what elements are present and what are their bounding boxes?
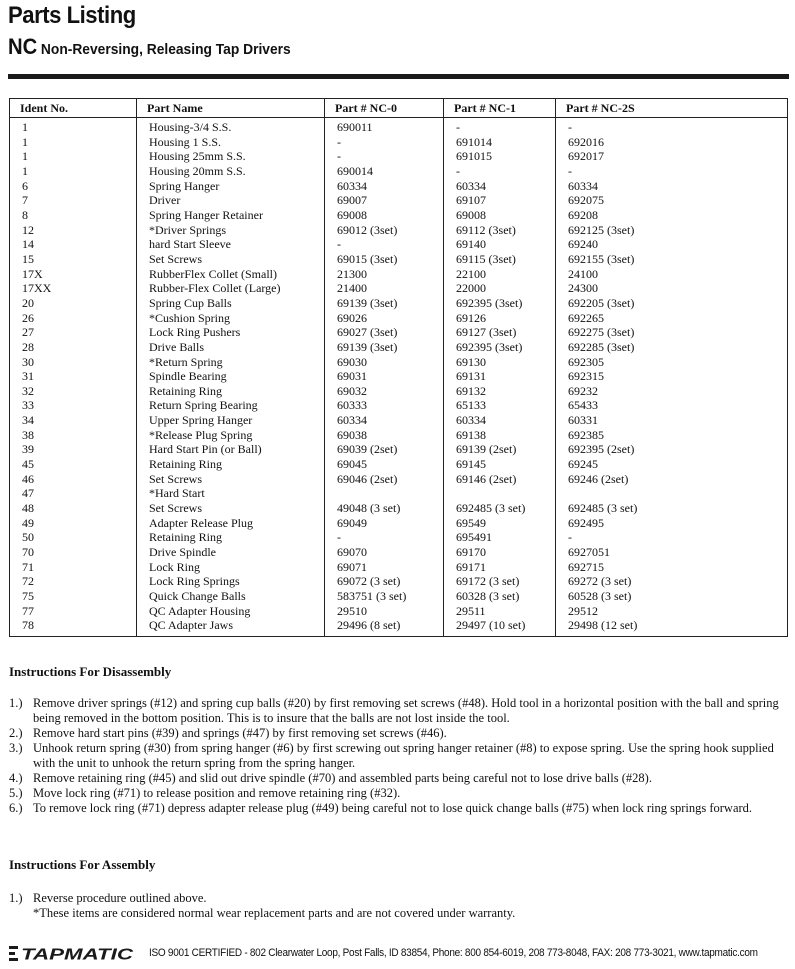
table-row <box>10 312 788 327</box>
ident-no-cell: 8 <box>22 207 28 222</box>
instruction-step <box>9 891 791 906</box>
part-nc0-cell: 69039 (2set) <box>325 443 444 458</box>
part-nc0-cell: 29496 (8 set) <box>325 619 444 636</box>
part-nc2s-cell: 69208 <box>556 209 788 224</box>
part-nc2s-cell: 692385 <box>556 429 788 444</box>
table-row <box>10 224 788 239</box>
table-row <box>10 429 788 444</box>
table-row <box>10 502 788 517</box>
part-nc2s-cell: 692305 <box>556 356 788 371</box>
instruction-step <box>9 696 791 726</box>
ident-no-cell: 26 <box>22 310 34 325</box>
part-nc1-cell: - <box>444 118 556 136</box>
table-row <box>10 253 788 268</box>
part-name-cell: *Cushion Spring <box>137 312 325 327</box>
part-nc1-cell: 695491 <box>444 531 556 546</box>
part-nc0-cell: 69008 <box>325 209 444 224</box>
part-nc2s-cell: 692275 (3set) <box>556 326 788 341</box>
part-nc0-cell: 60334 <box>325 180 444 195</box>
part-nc2s-cell: 692075 <box>556 194 788 209</box>
part-nc2s-cell: 60528 (3 set) <box>556 590 788 605</box>
table-row <box>10 458 788 473</box>
part-nc1-cell: 69112 (3set) <box>444 224 556 239</box>
table-row <box>10 268 788 283</box>
ident-no-cell: 49 <box>22 515 34 530</box>
step-text: Move lock ring (#71) to release position and remove retaining ring (#32). <box>33 786 401 800</box>
part-name-cell: Retaining Ring <box>137 385 325 400</box>
column-header: Ident No. <box>10 99 137 118</box>
part-nc1-cell: 69132 <box>444 385 556 400</box>
part-name-cell: RubberFlex Collet (Small) <box>137 268 325 283</box>
part-name-cell: Spring Hanger Retainer <box>137 209 325 224</box>
page-subtitle <box>8 34 291 60</box>
part-nc2s-cell: 29498 (12 set) <box>556 619 788 636</box>
table-row <box>10 575 788 590</box>
part-nc2s-cell: 29512 <box>556 605 788 620</box>
part-nc0-cell: 69032 <box>325 385 444 400</box>
part-nc1-cell: 69138 <box>444 429 556 444</box>
step-number: 6.) <box>9 801 23 815</box>
part-name-cell: QC Adapter Housing <box>137 605 325 620</box>
part-nc0-cell: 69049 <box>325 517 444 532</box>
ident-no-cell: 28 <box>22 339 34 354</box>
part-nc2s-cell: - <box>556 531 788 546</box>
ident-no-cell: 70 <box>22 545 34 560</box>
part-nc0-cell: - <box>325 136 444 151</box>
part-name-cell: Spindle Bearing <box>137 370 325 385</box>
part-name-cell: Set Screws <box>137 253 325 268</box>
ident-no-cell: 14 <box>22 237 34 252</box>
part-nc2s-cell: 69232 <box>556 385 788 400</box>
ident-no-cell: 77 <box>22 603 34 618</box>
step-number: 5.) <box>9 786 23 800</box>
part-nc2s-cell: 692285 (3set) <box>556 341 788 356</box>
part-name-cell: *Return Spring <box>137 356 325 371</box>
ident-no-cell: 32 <box>22 383 34 398</box>
part-nc0-cell: 690011 <box>325 118 444 136</box>
ident-no-cell: 20 <box>22 295 34 310</box>
step-number: 1.) <box>9 696 23 710</box>
part-name-cell: *Hard Start <box>137 487 325 502</box>
part-nc0-cell: 21400 <box>325 282 444 297</box>
part-nc0-cell: 69046 (2set) <box>325 473 444 488</box>
part-nc1-cell: 69172 (3 set) <box>444 575 556 590</box>
model-code: NC <box>8 34 38 59</box>
ident-no-cell: 7 <box>22 193 28 208</box>
part-nc1-cell: 69549 <box>444 517 556 532</box>
part-nc2s-cell: 692016 <box>556 136 788 151</box>
part-name-cell: Set Screws <box>137 502 325 517</box>
part-nc1-cell: 692395 (3set) <box>444 341 556 356</box>
part-nc0-cell: 21300 <box>325 268 444 283</box>
part-nc2s-cell: 692265 <box>556 312 788 327</box>
part-nc1-cell: 69170 <box>444 546 556 561</box>
part-name-cell: QC Adapter Jaws <box>137 619 325 636</box>
part-nc0-cell: 60334 <box>325 414 444 429</box>
part-nc2s-cell: 692715 <box>556 561 788 576</box>
part-nc0-cell: 69139 (3set) <box>325 297 444 312</box>
part-name-cell: Spring Hanger <box>137 180 325 195</box>
part-nc1-cell: 60334 <box>444 180 556 195</box>
ident-no-cell: 48 <box>22 501 34 516</box>
instruction-step <box>9 726 791 741</box>
table-row <box>10 605 788 620</box>
part-nc1-cell: 691015 <box>444 150 556 165</box>
ident-no-cell: 72 <box>22 574 34 589</box>
step-text: Remove driver springs (#12) and spring cup balls (#20) by first removing set screws (#48). Hold tool in a horizontal position with the ball and spring being removed in the bottom position. This is to insure that the balls are not lost inside the tool. <box>33 696 779 725</box>
ident-no-cell: 39 <box>22 442 34 457</box>
table-row <box>10 473 788 488</box>
part-name-cell: Housing-3/4 S.S. <box>137 118 325 136</box>
model-description: Non-Reversing, Releasing Tap Drivers <box>40 41 291 58</box>
step-text: Remove hard start pins (#39) and springs (#47) by first removing set screws (#46). <box>33 726 447 740</box>
part-nc0-cell: 69030 <box>325 356 444 371</box>
part-nc1-cell: 29511 <box>444 605 556 620</box>
table-row <box>10 297 788 312</box>
table-row <box>10 341 788 356</box>
part-nc2s-cell: 692155 (3set) <box>556 253 788 268</box>
ident-no-cell: 46 <box>22 471 34 486</box>
part-nc2s-cell: 692017 <box>556 150 788 165</box>
part-nc1-cell: 60334 <box>444 414 556 429</box>
part-nc1-cell: 69107 <box>444 194 556 209</box>
table-row <box>10 590 788 605</box>
table-row <box>10 619 788 636</box>
table-row <box>10 385 788 400</box>
table-row <box>10 487 788 502</box>
part-nc2s-cell: - <box>556 118 788 136</box>
table-row <box>10 531 788 546</box>
part-nc2s-cell: 69245 <box>556 458 788 473</box>
table-row <box>10 165 788 180</box>
part-nc2s-cell: 6927051 <box>556 546 788 561</box>
part-name-cell: Housing 1 S.S. <box>137 136 325 151</box>
assembly-heading: Instructions For Assembly <box>9 857 156 872</box>
part-nc2s-cell <box>556 487 788 502</box>
part-name-cell: Drive Spindle <box>137 546 325 561</box>
part-name-cell: Lock Ring <box>137 561 325 576</box>
part-nc2s-cell: 69240 <box>556 238 788 253</box>
step-number: 4.) <box>9 771 23 785</box>
table-row <box>10 118 788 136</box>
warranty-note: *These items are considered normal wear replacement parts and are not covered under warranty. <box>33 906 516 920</box>
part-nc1-cell <box>444 487 556 502</box>
table-row <box>10 356 788 371</box>
part-nc2s-cell: 60334 <box>556 180 788 195</box>
instruction-step <box>9 801 791 816</box>
table-row <box>10 238 788 253</box>
part-nc2s-cell: 692495 <box>556 517 788 532</box>
part-nc2s-cell: 60331 <box>556 414 788 429</box>
table-row <box>10 326 788 341</box>
disassembly-steps <box>9 696 791 816</box>
part-name-cell: Quick Change Balls <box>137 590 325 605</box>
ident-no-cell: 33 <box>22 398 34 413</box>
part-nc1-cell: 691014 <box>444 136 556 151</box>
table-row <box>10 150 788 165</box>
column-header: Part Name <box>137 99 325 118</box>
part-nc0-cell: - <box>325 150 444 165</box>
table-row <box>10 561 788 576</box>
part-nc1-cell: 69171 <box>444 561 556 576</box>
part-nc2s-cell: 692125 (3set) <box>556 224 788 239</box>
part-nc2s-cell: 69246 (2set) <box>556 473 788 488</box>
part-nc1-cell: - <box>444 165 556 180</box>
ident-no-cell: 31 <box>22 369 34 384</box>
part-nc2s-cell: 692315 <box>556 370 788 385</box>
part-nc0-cell: 69012 (3set) <box>325 224 444 239</box>
ident-no-cell: 38 <box>22 427 34 442</box>
part-nc2s-cell: 24300 <box>556 282 788 297</box>
table-row <box>10 180 788 195</box>
part-nc0-cell: - <box>325 238 444 253</box>
ident-no-cell: 17XX <box>22 281 52 296</box>
step-text: Unhook return spring (#30) from spring hanger (#6) by first screwing out spring hanger retainer (#8) to expose spring. Use the spring hook supplied with the unit to unhook the return spring from the spring hanger. <box>33 741 774 770</box>
table-row <box>10 414 788 429</box>
part-nc0-cell: 583751 (3 set) <box>325 590 444 605</box>
part-nc1-cell: 69140 <box>444 238 556 253</box>
part-nc0-cell: 690014 <box>325 165 444 180</box>
table-row <box>10 517 788 532</box>
part-nc2s-cell: 692485 (3 set) <box>556 502 788 517</box>
ident-no-cell: 1 <box>22 149 28 164</box>
header-rule <box>8 74 789 79</box>
part-nc1-cell: 69145 <box>444 458 556 473</box>
step-number: 1.) <box>9 891 23 905</box>
part-nc1-cell: 69139 (2set) <box>444 443 556 458</box>
part-nc2s-cell: 65433 <box>556 399 788 414</box>
part-name-cell: Drive Balls <box>137 341 325 356</box>
part-nc0-cell: 60333 <box>325 399 444 414</box>
table-row <box>10 546 788 561</box>
ident-no-cell: 15 <box>22 251 34 266</box>
part-nc0-cell: 69038 <box>325 429 444 444</box>
part-nc1-cell: 69131 <box>444 370 556 385</box>
part-nc0-cell: 69031 <box>325 370 444 385</box>
column-header: Part # NC-0 <box>325 99 444 118</box>
column-header: Part # NC-2S <box>556 99 788 118</box>
logo-text: TAPMATIC <box>21 946 134 962</box>
ident-no-cell: 50 <box>22 530 34 545</box>
part-nc0-cell: 69027 (3set) <box>325 326 444 341</box>
part-nc1-cell: 69127 (3set) <box>444 326 556 341</box>
part-name-cell: Hard Start Pin (or Ball) <box>137 443 325 458</box>
step-text: To remove lock ring (#71) depress adapter release plug (#49) being careful not to lose quick change balls (#75) when lock ring springs forward. <box>33 801 753 815</box>
ident-no-cell: 75 <box>22 589 34 603</box>
instruction-step <box>9 771 791 786</box>
ident-no-cell: 78 <box>22 618 34 633</box>
part-nc1-cell: 22100 <box>444 268 556 283</box>
table-row <box>10 370 788 385</box>
footer <box>9 944 791 964</box>
table-row <box>10 399 788 414</box>
part-nc0-cell: 69015 (3set) <box>325 253 444 268</box>
ident-no-cell: 27 <box>22 325 34 340</box>
part-name-cell: *Driver Springs <box>137 224 325 239</box>
ident-no-cell: 45 <box>22 457 34 472</box>
part-name-cell: Retaining Ring <box>137 531 325 546</box>
part-nc0-cell: 69071 <box>325 561 444 576</box>
tapmatic-logo <box>9 944 137 962</box>
part-nc0-cell: - <box>325 531 444 546</box>
footer-contact-text: ISO 9001 CERTIFIED - 802 Clearwater Loop, Post Falls, ID 83854, Phone: 800 854-6019, 208 773-8048, FAX: 208 773-3021, www.tapmatic.com <box>149 947 758 959</box>
ident-no-cell: 71 <box>22 559 34 574</box>
step-text: Reverse procedure outlined above. <box>33 891 207 905</box>
part-nc1-cell: 69146 (2set) <box>444 473 556 488</box>
column-header: Part # NC-1 <box>444 99 556 118</box>
instruction-step <box>9 741 791 771</box>
ident-no-cell: 12 <box>22 222 34 237</box>
ident-no-cell: 6 <box>22 178 28 193</box>
table-row <box>10 443 788 458</box>
part-name-cell: Spring Cup Balls <box>137 297 325 312</box>
part-nc1-cell: 692485 (3 set) <box>444 502 556 517</box>
part-nc0-cell: 49048 (3 set) <box>325 502 444 517</box>
part-nc1-cell: 29497 (10 set) <box>444 619 556 636</box>
part-name-cell: Housing 25mm S.S. <box>137 150 325 165</box>
part-nc2s-cell: 692395 (2set) <box>556 443 788 458</box>
step-text: Remove retaining ring (#45) and slid out drive spindle (#70) and assembled parts being careful not to lose drive balls (#28). <box>33 771 652 785</box>
instruction-step <box>9 786 791 801</box>
step-number: 2.) <box>9 726 23 740</box>
part-name-cell: *Release Plug Spring <box>137 429 325 444</box>
part-name-cell: hard Start Sleeve <box>137 238 325 253</box>
part-nc0-cell: 69007 <box>325 194 444 209</box>
ident-no-cell: 1 <box>22 120 28 134</box>
parts-table-body <box>10 118 788 637</box>
part-nc1-cell: 69008 <box>444 209 556 224</box>
part-nc1-cell: 692395 (3set) <box>444 297 556 312</box>
part-name-cell: Rubber-Flex Collet (Large) <box>137 282 325 297</box>
part-name-cell: Lock Ring Springs <box>137 575 325 590</box>
part-nc1-cell: 69130 <box>444 356 556 371</box>
part-name-cell: Upper Spring Hanger <box>137 414 325 429</box>
ident-no-cell: 17X <box>22 266 43 281</box>
part-name-cell: Driver <box>137 194 325 209</box>
table-row <box>10 136 788 151</box>
table-row <box>10 282 788 297</box>
part-name-cell: Adapter Release Plug <box>137 517 325 532</box>
step-number: 3.) <box>9 741 23 755</box>
part-nc0-cell: 69045 <box>325 458 444 473</box>
part-nc2s-cell: - <box>556 165 788 180</box>
part-nc2s-cell: 24100 <box>556 268 788 283</box>
part-name-cell: Return Spring Bearing <box>137 399 325 414</box>
table-row <box>10 194 788 209</box>
part-nc1-cell: 65133 <box>444 399 556 414</box>
part-nc0-cell: 69139 (3set) <box>325 341 444 356</box>
part-nc1-cell: 60328 (3 set) <box>444 590 556 605</box>
parts-table <box>9 98 788 637</box>
ident-no-cell: 34 <box>22 413 34 428</box>
disassembly-heading: Instructions For Disassembly <box>9 664 172 679</box>
assembly-steps <box>9 891 791 906</box>
page-title: Parts Listing <box>8 2 136 29</box>
part-nc2s-cell: 692205 (3set) <box>556 297 788 312</box>
part-name-cell: Retaining Ring <box>137 458 325 473</box>
part-nc1-cell: 22000 <box>444 282 556 297</box>
ident-no-cell: 30 <box>22 354 34 369</box>
part-nc2s-cell: 69272 (3 set) <box>556 575 788 590</box>
part-nc0-cell <box>325 487 444 502</box>
part-name-cell: Housing 20mm S.S. <box>137 165 325 180</box>
part-nc0-cell: 69070 <box>325 546 444 561</box>
part-nc0-cell: 69026 <box>325 312 444 327</box>
part-nc1-cell: 69126 <box>444 312 556 327</box>
ident-no-cell: 47 <box>22 486 34 501</box>
part-nc0-cell: 29510 <box>325 605 444 620</box>
ident-no-cell: 1 <box>22 163 28 178</box>
part-nc1-cell: 69115 (3set) <box>444 253 556 268</box>
table-row <box>10 209 788 224</box>
part-name-cell: Set Screws <box>137 473 325 488</box>
part-nc0-cell: 69072 (3 set) <box>325 575 444 590</box>
ident-no-cell: 1 <box>22 134 28 149</box>
table-header-row <box>10 99 788 118</box>
part-name-cell: Lock Ring Pushers <box>137 326 325 341</box>
